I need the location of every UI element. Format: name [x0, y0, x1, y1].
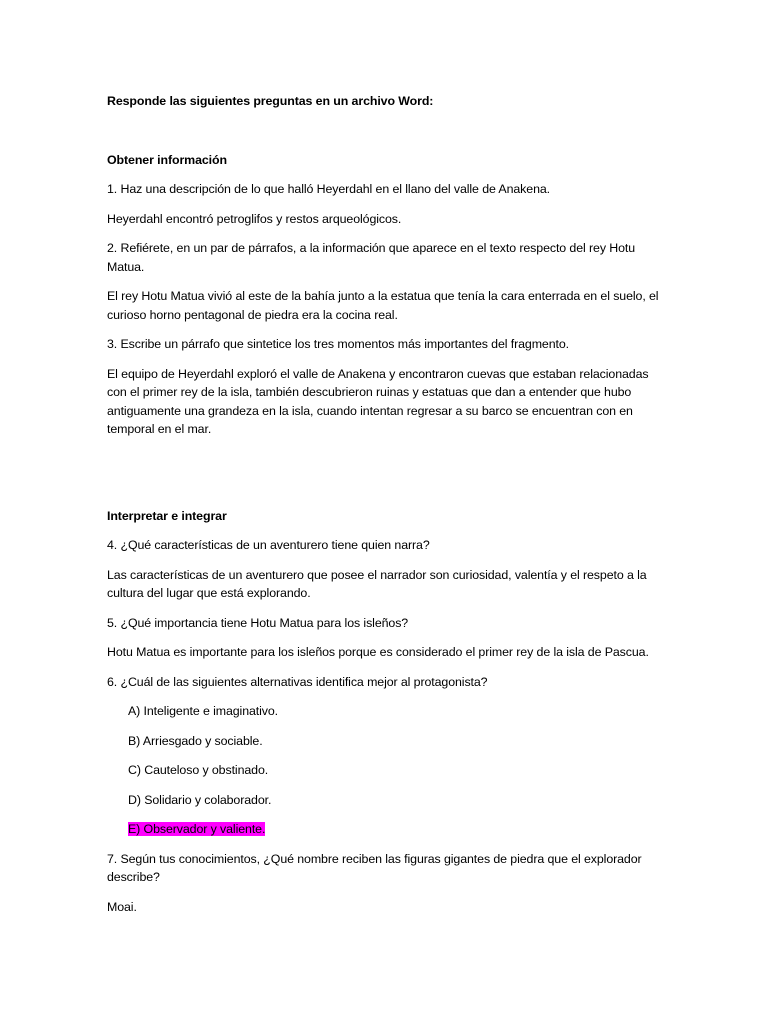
answer-7: Moai.: [107, 899, 137, 914]
answer-2: El rey Hotu Matua vivió al este de la bahía junto a la estatua que tenía la cara enterrada en el suelo, el curioso horno pentagonal de piedra era la cocina real.: [107, 289, 659, 322]
question-7: 7. Según tus conocimientos, ¿Qué nombre reciben las figuras gigantes de piedra que el explorador describe?: [107, 851, 642, 884]
document-page: [107, 92, 667, 927]
option-b: [128, 732, 667, 751]
question-6: 6. ¿Cuál de las siguientes alternativas identifica mejor al protagonista?: [107, 674, 488, 689]
answer-1: Heyerdahl encontró petroglifos y restos arqueológicos.: [107, 211, 402, 226]
answer-5: Hotu Matua es importante para los isleños porque es considerado el primer rey de la isla de Pascua.: [107, 645, 649, 659]
answer-4: Las características de un aventurero que posee el narrador son curiosidad, valentía y el respeto a la cultura del lugar que está explorando.: [107, 567, 647, 600]
question-4: 4. ¿Qué características de un aventurero tiene quien narra?: [107, 538, 430, 552]
document-title: Responde las siguientes preguntas en un archivo Word:: [107, 94, 434, 108]
question-3: 3. Escribe un párrafo que sintetice los tres momentos más importantes del fragmento.: [107, 337, 569, 351]
option-d: [128, 791, 667, 810]
option-a-text: A) Inteligente e imaginativo.: [128, 704, 279, 718]
question-5: 5. ¿Qué importancia tiene Hotu Matua para los isleños?: [107, 615, 409, 630]
section-heading-interpretar: Interpretar e integrar: [107, 508, 227, 523]
option-d-text: D) Solidario y colaborador.: [128, 792, 272, 807]
option-e-highlighted-text: E) Observador y valiente.: [128, 822, 266, 836]
section-heading-obtener: Obtener información: [107, 152, 227, 167]
answer-3: El equipo de Heyerdahl exploró el valle de Anakena y encontraron cuevas que estaban relacionadas con el primer rey de la isla, también descubrieron ruinas y estatuas que dan a entender que hubo antiguamente una grandeza en la isla, cuando intentan regresar a su barco se encuentran con en temporal en el mar.: [107, 366, 649, 436]
option-e: [128, 820, 667, 839]
option-c-text: C) Cauteloso y obstinado.: [128, 763, 269, 777]
option-c: [128, 761, 667, 780]
question-1: 1. Haz una descripción de lo que halló Heyerdahl en el llano del valle de Anakena.: [107, 182, 550, 196]
question-2: 2. Refiérete, en un par de párrafos, a la información que aparece en el texto respecto del rey Hotu Matua.: [107, 241, 636, 274]
option-a: [128, 702, 667, 721]
option-b-text: B) Arriesgado y sociable.: [128, 733, 263, 748]
